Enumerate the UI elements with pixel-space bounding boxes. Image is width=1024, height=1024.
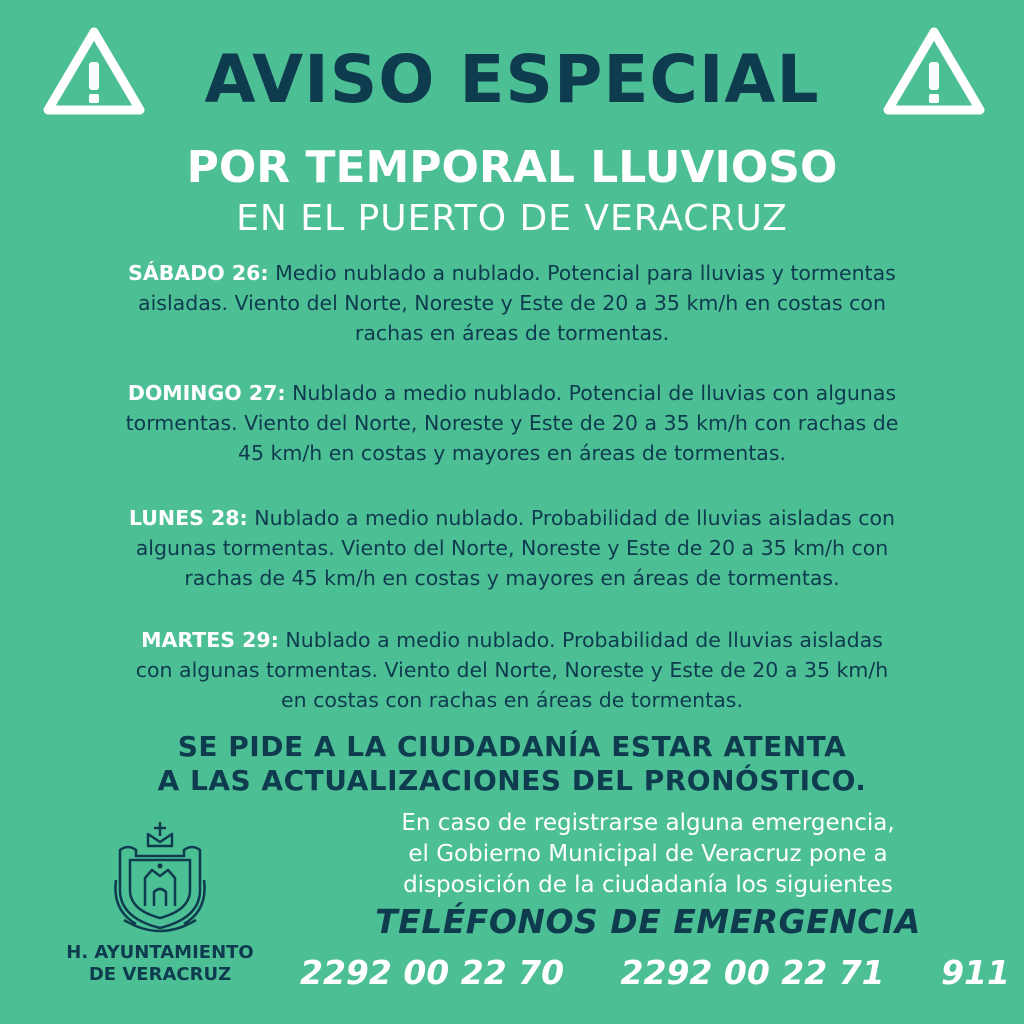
advisory-line: A LAS ACTUALIZACIONES DEL PRONÓSTICO. [157, 764, 867, 797]
forecast-text: rachas en áreas de tormentas. [354, 321, 670, 345]
organization-line: H. AYUNTAMIENTO [66, 942, 254, 963]
forecast-text: algunas tormentas. Viento del Norte, Noreste y Este de 20 a 35 km/h con [135, 536, 889, 560]
forecast-text: Medio nublado a nublado. Potencial para lluvias y tormentas [275, 261, 896, 285]
advisory-line: SE PIDE A LA CIUDADANÍA ESTAR ATENTA [177, 730, 847, 763]
forecast-text: tormentas. Viento del Norte, Noreste y Este de 20 a 35 km/h con rachas de [125, 411, 899, 435]
page-title: AVISO ESPECIAL [204, 41, 820, 118]
forecast-text: 45 km/h en costas y mayores en áreas de tormentas. [237, 441, 787, 465]
forecast-day [50, 503, 974, 593]
forecast-day [50, 378, 974, 468]
forecast-text: con algunas tormentas. Viento del Norte, Noreste y Este de 20 a 35 km/h [135, 658, 889, 682]
contact-line: disposición de la ciudadanía los siguientes [403, 872, 893, 898]
advisory-message [0, 730, 1024, 798]
forecast-text: en costas con rachas en áreas de tormentas. [281, 688, 743, 712]
forecast-day-label: SÁBADO 26: [128, 261, 269, 285]
forecast-text: rachas de 45 km/h en costas y mayores en áreas de tormentas. [184, 566, 840, 590]
forecast-text: Nublado a medio nublado. Potencial de lluvias con algunas [292, 381, 897, 405]
phone-number[interactable]: 2292 00 22 71 [620, 953, 885, 992]
organization-name [40, 942, 280, 986]
forecast-day [50, 258, 974, 348]
phone-number[interactable]: 2292 00 22 70 [300, 953, 565, 992]
forecast-day [50, 625, 974, 715]
organization-line: DE VERACRUZ [88, 964, 232, 985]
forecast-text: Nublado a medio nublado. Probabilidad de lluvias aisladas [285, 628, 883, 652]
location-subtitle: EN EL PUERTO DE VERACRUZ [236, 198, 788, 239]
forecast-day-label: MARTES 29: [141, 628, 279, 652]
contact-line: el Gobierno Municipal de Veracruz pone a [408, 841, 888, 867]
forecast-day-label: DOMINGO 27: [127, 381, 286, 405]
phone-numbers [300, 950, 1010, 996]
contact-info [318, 808, 978, 901]
phones-heading: TELÉFONOS DE EMERGENCIA [375, 902, 921, 941]
coat-of-arms-icon [110, 820, 210, 938]
contact-line: En caso de registrarse alguna emergencia, [401, 810, 895, 836]
forecast-text: aisladas. Viento del Norte, Noreste y Este de 20 a 35 km/h en costas con [138, 291, 886, 315]
forecast-text: Nublado a medio nublado. Probabilidad de lluvias aisladas con [254, 506, 896, 530]
forecast-day-label: LUNES 28: [128, 506, 248, 530]
phone-number[interactable]: 911 [941, 953, 1010, 992]
subtitle: POR TEMPORAL LLUVIOSO [186, 142, 838, 193]
